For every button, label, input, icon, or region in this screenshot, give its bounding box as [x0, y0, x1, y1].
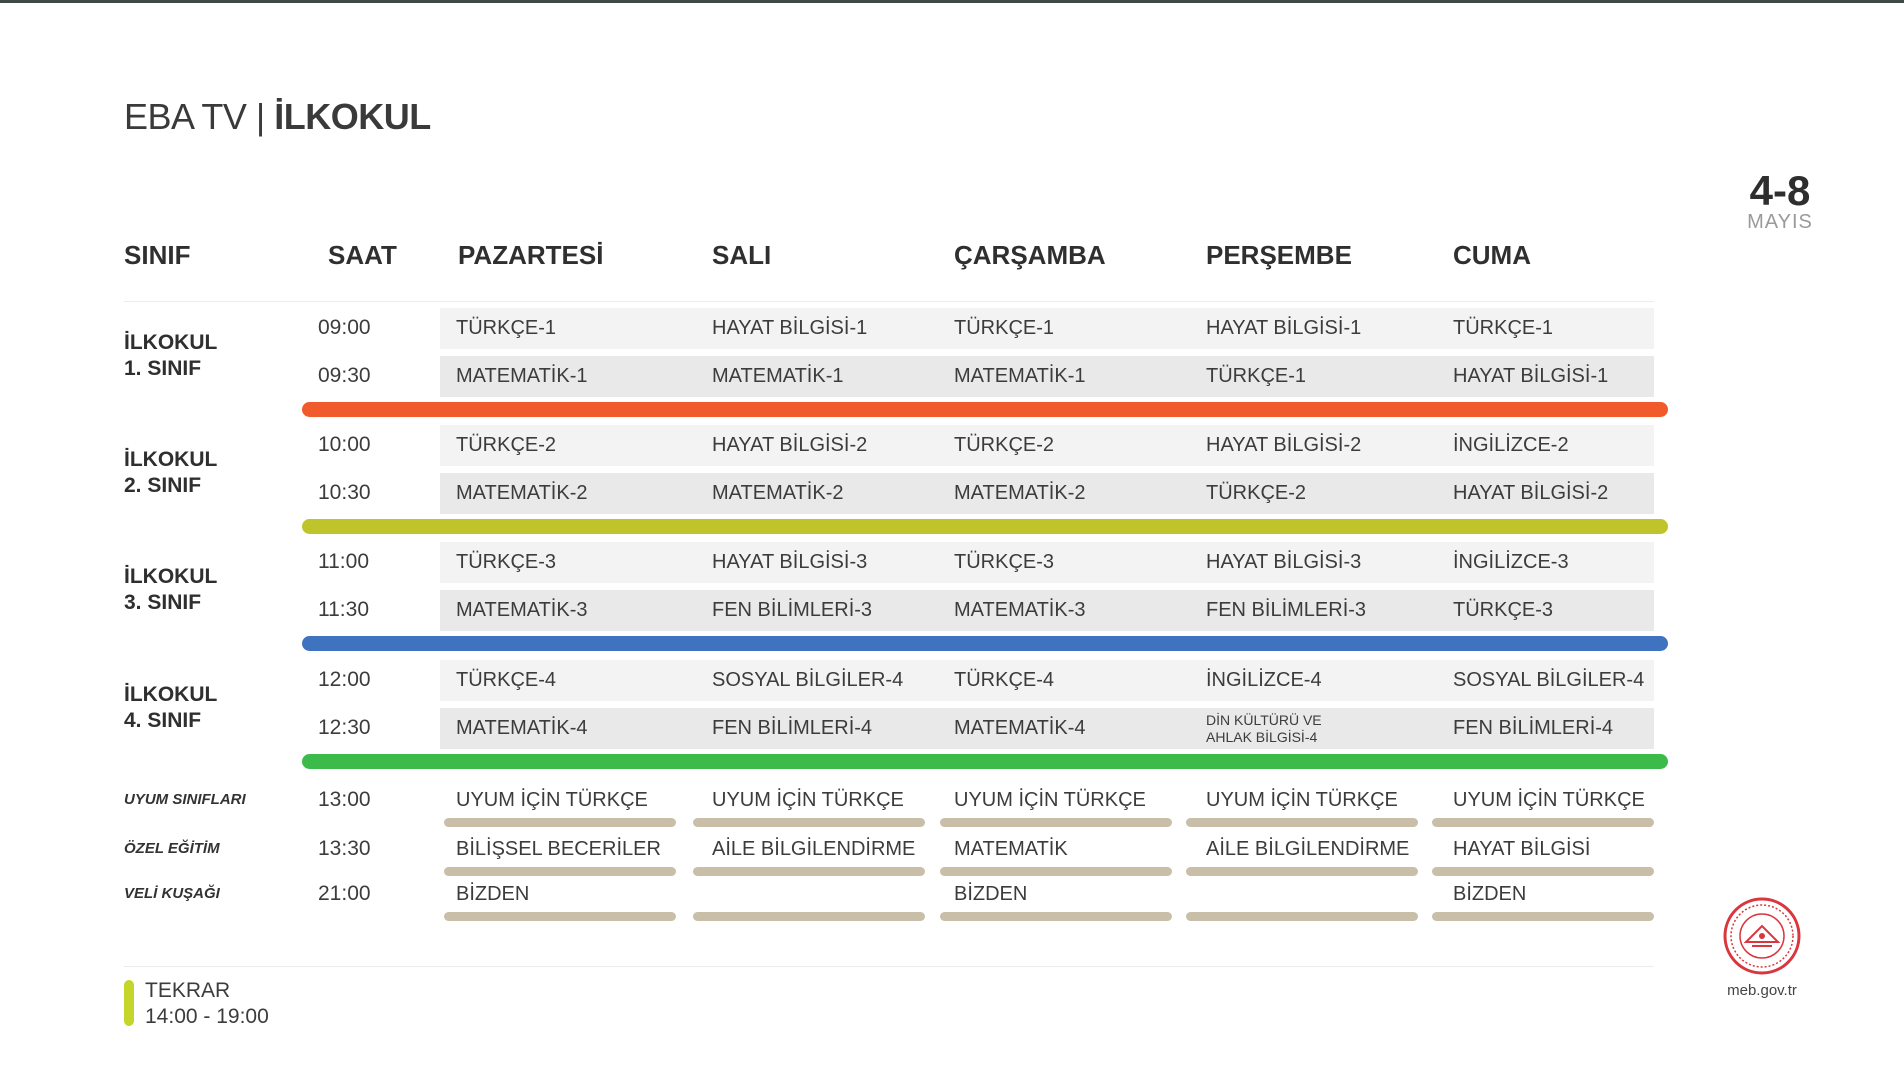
time-cell: 10:00	[318, 433, 371, 456]
time-cell: 09:30	[318, 364, 371, 387]
class-label-line2: 4. SINIF	[124, 709, 202, 732]
program-cell: İNGİLİZCE-3	[1453, 551, 1569, 573]
class-label-line1: İLKOKUL	[124, 331, 218, 354]
date-badge	[1710, 167, 1850, 233]
program-cell: UYUM İÇİN TÜRKÇE	[954, 789, 1146, 811]
time-cell: 13:30	[318, 837, 371, 860]
program-cell: BİZDEN	[1453, 883, 1527, 905]
program-cell: FEN BİLİMLERİ-3	[1206, 599, 1367, 621]
website-link[interactable]: meb.gov.tr	[1727, 982, 1797, 999]
cell-underline	[444, 818, 676, 827]
program-cell: MATEMATİK-3	[954, 599, 1086, 621]
title-channel: EBA TV |	[124, 96, 275, 137]
program-cell: TÜRKÇE-2	[1206, 482, 1307, 504]
program-cell: MATEMATİK-2	[456, 482, 588, 504]
program-cell: TÜRKÇE-3	[456, 551, 557, 573]
column-header-1: SAAT	[328, 240, 397, 270]
class-label-line2: 3. SINIF	[124, 591, 202, 614]
time-cell: 09:00	[318, 316, 371, 339]
top-border	[0, 0, 1904, 3]
program-cell: MATEMATİK-1	[456, 365, 588, 387]
meb-logo-icon	[1722, 896, 1802, 976]
program-cell: TÜRKÇE-3	[1453, 599, 1554, 621]
cell-underline	[1186, 867, 1418, 876]
class-label-line2: 1. SINIF	[124, 357, 202, 380]
repeat-time: 14:00 - 19:00	[145, 1005, 269, 1028]
program-cell: TÜRKÇE-3	[954, 551, 1055, 573]
program-cell: MATEMATİK-1	[712, 365, 844, 387]
time-cell: 11:30	[318, 598, 369, 621]
cell-underline	[1186, 818, 1418, 827]
program-cell: FEN BİLİMLERİ-3	[712, 599, 873, 621]
extra-row-label: ÖZEL EĞİTİM	[124, 840, 220, 857]
class-divider-bar	[302, 519, 1668, 534]
extra-row-label: VELİ KUŞAĞI	[124, 885, 220, 902]
footer-divider	[124, 966, 1654, 967]
program-cell: MATEMATİK-3	[456, 599, 588, 621]
program-cell: HAYAT BİLGİSİ-3	[712, 551, 868, 573]
program-cell: AİLE BİLGİLENDİRME	[1206, 838, 1410, 860]
column-header-6: CUMA	[1453, 240, 1531, 270]
program-cell: MATEMATİK-2	[954, 482, 1086, 504]
column-header-0: SINIF	[124, 240, 191, 270]
time-cell: 21:00	[318, 882, 371, 905]
program-cell: HAYAT BİLGİSİ-2	[712, 434, 868, 456]
title-level: İLKOKUL	[274, 96, 431, 137]
program-cell: BİZDEN	[456, 883, 530, 905]
class-label-line1: İLKOKUL	[124, 565, 218, 588]
program-cell: SOSYAL BİLGİLER-4	[712, 669, 904, 691]
program-cell: HAYAT BİLGİSİ-3	[1206, 551, 1362, 573]
time-cell: 10:30	[318, 481, 371, 504]
cell-underline	[444, 912, 676, 921]
class-label	[124, 564, 217, 616]
class-divider-bar	[302, 636, 1668, 651]
class-label	[124, 447, 217, 499]
cell-underline	[940, 912, 1172, 921]
program-cell: TÜRKÇE-2	[456, 434, 557, 456]
program-cell: BİZDEN	[954, 883, 1028, 905]
cell-underline	[1432, 912, 1654, 921]
date-range: 4-8	[1749, 167, 1811, 214]
program-cell: UYUM İÇİN TÜRKÇE	[1453, 789, 1645, 811]
cell-underline	[444, 867, 676, 876]
extra-row-label: UYUM SINIFLARI	[124, 791, 246, 808]
program-cell: TÜRKÇE-4	[456, 669, 557, 691]
program-cell: SOSYAL BİLGİLER-4	[1453, 669, 1645, 691]
program-cell: HAYAT BİLGİSİ	[1453, 838, 1591, 860]
column-header-4: ÇARŞAMBA	[954, 240, 1106, 270]
program-cell: MATEMATİK	[954, 838, 1068, 860]
program-cell: UYUM İÇİN TÜRKÇE	[456, 789, 648, 811]
cell-underline	[1186, 912, 1418, 921]
program-cell: TÜRKÇE-1	[456, 317, 557, 339]
program-cell: MATEMATİK-1	[954, 365, 1086, 387]
time-cell: 13:00	[318, 788, 371, 811]
program-cell: BİLİŞSEL BECERİLER	[456, 838, 661, 860]
program-cell: HAYAT BİLGİSİ-2	[1453, 482, 1609, 504]
column-header-3: SALI	[712, 240, 772, 270]
class-label	[124, 682, 217, 734]
class-divider-bar	[302, 754, 1668, 769]
cell-underline	[940, 867, 1172, 876]
program-cell: FEN BİLİMLERİ-4	[1453, 717, 1614, 739]
program-cell: HAYAT BİLGİSİ-1	[1453, 365, 1609, 387]
repeat-info	[145, 978, 269, 1030]
class-label-line1: İLKOKUL	[124, 683, 218, 706]
date-month: MAYIS	[1747, 211, 1813, 233]
program-cell: HAYAT BİLGİSİ-1	[1206, 317, 1362, 339]
column-header-2: PAZARTESİ	[458, 240, 604, 270]
program-cell: DİN KÜLTÜRÜ VE AHLAK BİLGİSİ-4	[1206, 712, 1322, 745]
program-cell: İNGİLİZCE-2	[1453, 434, 1569, 456]
program-cell: TÜRKÇE-2	[954, 434, 1055, 456]
class-label-line2: 2. SINIF	[124, 474, 202, 497]
program-cell: MATEMATİK-4	[954, 717, 1086, 739]
header-divider	[124, 301, 1654, 302]
program-cell: HAYAT BİLGİSİ-1	[712, 317, 868, 339]
program-cell: TÜRKÇE-4	[954, 669, 1055, 691]
time-cell: 12:00	[318, 668, 371, 691]
cell-underline	[1432, 818, 1654, 827]
class-label	[124, 330, 217, 382]
page-title	[124, 96, 431, 138]
column-header-5: PERŞEMBE	[1206, 240, 1352, 270]
class-divider-bar	[302, 402, 1668, 417]
program-cell: MATEMATİK-4	[456, 717, 588, 739]
program-cell: TÜRKÇE-1	[954, 317, 1055, 339]
repeat-marker	[124, 980, 134, 1026]
program-cell: UYUM İÇİN TÜRKÇE	[712, 789, 904, 811]
repeat-label: TEKRAR	[145, 979, 231, 1002]
program-cell: UYUM İÇİN TÜRKÇE	[1206, 789, 1398, 811]
program-cell: MATEMATİK-2	[712, 482, 844, 504]
cell-underline	[940, 818, 1172, 827]
program-cell: AİLE BİLGİLENDİRME	[712, 838, 916, 860]
program-cell: TÜRKÇE-1	[1453, 317, 1554, 339]
time-cell: 12:30	[318, 716, 371, 739]
cell-underline	[693, 818, 925, 827]
program-cell: İNGİLİZCE-4	[1206, 669, 1322, 691]
program-cell: TÜRKÇE-1	[1206, 365, 1307, 387]
class-label-line1: İLKOKUL	[124, 448, 218, 471]
program-cell: HAYAT BİLGİSİ-2	[1206, 434, 1362, 456]
cell-underline	[693, 867, 925, 876]
cell-underline	[1432, 867, 1654, 876]
cell-underline	[693, 912, 925, 921]
program-cell: FEN BİLİMLERİ-4	[712, 717, 873, 739]
time-cell: 11:00	[318, 550, 369, 573]
